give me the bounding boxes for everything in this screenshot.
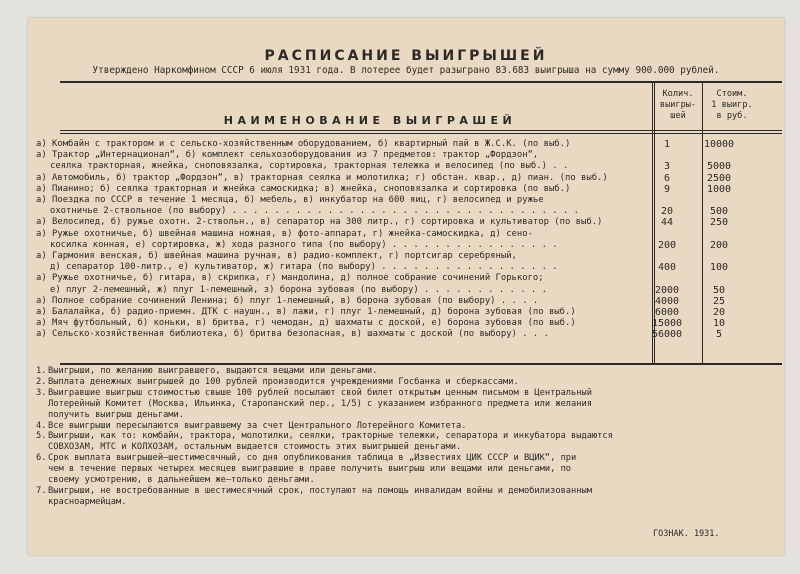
header-cost-line: 1 выигр. [711,100,753,110]
header-cost-line: Стоим. [716,89,748,99]
table-row [36,251,752,273]
note-number: 5. [36,431,47,442]
table-row [36,150,752,172]
note-line: Выигравшие выигрыш стоимостью свыше 100 рублей посылают свой билет открытым ценным письмом в Центральный [48,387,592,398]
prize-qty: 400 [657,262,677,274]
prize-line: а) Мяч футбольный, б) коньки, в) бритва, г) чемодан, д) шахматы с доской, е) борона зубовая (по выб.) [36,318,576,329]
prize-cost: 200 [709,239,729,251]
note-line: СОВХОЗАМ, МТС и КОЛХОЗАМ, остальным выдается стоимость этих выигрышей деньгами. [48,442,462,453]
table-bottom-rule [60,363,782,365]
note-item [36,421,756,432]
prize-qty: 6000 [654,307,680,319]
prize-name [36,184,642,195]
table-row [36,139,752,150]
column-header-name: НАИМЕНОВАНИЕ ВЫИГРАШЕЙ [223,114,517,127]
lottery-sheet [28,18,784,555]
prize-qty: 4000 [654,295,680,307]
header-qty-line: выигры- [659,100,697,110]
note-number: 3. [36,387,47,398]
prize-qty: 44 [660,217,674,229]
prize-line: а) Сельско-хозяйственная библиотека, б) бритва безопасная, в) шахматы с доской (по выбору) . . . [36,329,549,340]
note-item [36,431,756,453]
prize-line: а) Ружье охотничье, б) гитара, в) скрипка, г) мандолина, д) полное собрание сочинений Горького; [36,273,544,284]
prize-cost: 100 [709,262,729,274]
prize-cost: 5 [715,329,723,341]
header-cost-line: в руб. [716,111,748,121]
prize-line: е) плуг 2-лемешный, ж) плуг 1-лемешный, з) борона зубовая (по выбору) . . . . . . . . . . . . [50,284,547,295]
prize-table [36,139,752,341]
page-title: РАСПИСАНИЕ ВЫИГРЫШЕЙ [264,48,548,64]
prize-cost: 50 [712,284,726,296]
prize-name [36,229,642,251]
header-rule [60,130,782,131]
prize-name [36,150,642,172]
table-row [36,195,752,217]
prize-name [36,273,642,295]
prize-qty: 6 [663,172,671,184]
column-header-qty [654,89,702,122]
prize-qty: 15000 [651,318,683,330]
note-item [36,366,756,377]
note-line: Выигрыши, по желанию выигравшего, выдаются вещами или деньгами. [48,366,378,376]
prize-name [36,173,642,184]
table-row [36,217,752,228]
notes-list [36,366,756,508]
prize-line: д) сепаратор 100-литр., е) культиватор, ж) гитара (по выбору) . . . . . . . . . . . . . . . . . [50,262,558,273]
prize-line: косилка конная, е) сортировка, ж) хода разного типа (по выбору) . . . . . . . . . . . . . . . . [50,239,558,250]
note-line: красноармейцам. [48,496,127,507]
prize-cost: 1000 [706,183,732,195]
prize-cost: 10 [712,318,726,330]
column-header-cost [703,89,761,122]
prize-name [36,217,642,228]
prize-cost: 500 [709,206,729,218]
prize-name [36,195,642,217]
prize-line: а) Балалайка, б) радио-приемн. ДТК с наушн., в) лажи, г) плуг 1-лемешный, д) борона зубовая (по выб.) [36,307,576,318]
prize-line: а) Комбайн с трактором и с сельско-хозяйственным оборудованием, б) квартирный пай в Ж.С.К. (по выб.) [36,139,571,149]
subtitle: Утверждено Наркомфином СССР 6 июля 1931 года. В лотерее будет разыграно 83.683 выигрыша на сумму 900.000 рублей. [92,65,720,76]
table-row [36,318,752,329]
note-line: чем в течение первых четырех месяцев выигравшие в праве получить выигрыш или вещами или деньгами, по [48,464,572,475]
prize-qty: 1 [663,139,671,150]
prize-qty: 3 [663,161,671,173]
note-line: Лотерейный Комитет (Москва, Ильинка, Старопанский пер., 1/5) с указанием избранного предмета или желания [48,398,592,409]
note-number: 7. [36,485,47,496]
prize-line: а) Полное собрание сочинений Ленина; б) плуг 1-лемешный, в) борона зубовая (по выбору) . . . . [36,295,539,306]
prize-cost: 2500 [706,172,732,184]
prize-qty: 56000 [651,329,683,341]
prize-line: а) Пианино; б) сеялка тракторная и жнейка самоскидка; в) жнейка, сноповязалка и сортировка (по выб.) [36,183,571,194]
prize-cost: 10000 [703,139,735,150]
note-line: Все выигрыши пересылаются выигравшему за счет Центрального Лотерейного Комитета. [48,420,467,431]
note-item [36,453,756,486]
printer-imprint: ГОЗНАК. 1931. [653,529,720,539]
prize-line: охотничье 2-ствольное (по выбору) . . . . . . . . . . . . . . . . . . . . . . . . . . . . . . . . . [50,206,579,217]
note-number: 1. [36,366,47,376]
prize-cost: 5000 [706,161,732,173]
prize-cost: 20 [712,307,726,319]
table-row [36,273,752,295]
note-item [36,388,756,421]
note-line: Выплата денежных выигрышей до 100 рублей производится учреждениями Госбанка и сберкассами. [48,376,519,387]
note-line: Выигрыши, не востребованные в шестимесячный срок, поступают на помощь инвалидам войны и демобилизованным [48,485,592,496]
prize-line: сеялка тракторная, жнейка, сноповязалка, сортировка, тракторная тележка и велосипед (по выб.) . . [50,161,569,172]
note-item [36,377,756,388]
header-qty-line: шей [670,111,686,121]
table-row [36,329,752,340]
prize-name [36,139,642,150]
note-number: 6. [36,453,47,464]
prize-cost: 250 [709,217,729,229]
table-row [36,229,752,251]
prize-line: а) Гармония венская, б) швейная машина ручная, в) радио-комплект, г) портсигар серебряный, [36,251,517,262]
table-row [36,307,752,318]
prize-cost: 25 [712,295,726,307]
prize-name [36,318,642,329]
prize-line: а) Поездка по СССР в течение 1 месяца, б) мебель, в) инкубатор на 600 яиц, г) велосипед и ружье [36,195,544,206]
prize-line: а) Велосипед, б) ружье охотн. 2-ствольн., в) сепаратор на 300 литр., г) сортировка и культиватор (по выб.) [36,217,603,228]
prize-name [36,251,642,273]
header-bottom-rule [60,133,782,134]
prize-line: а) Автомобиль, б) трактор „Фордзон“, в) тракторная сеялка и молотилка; г) обстан. квар., д) пиан. (по выб.) [36,172,608,183]
table-row [36,296,752,307]
prize-name [36,296,642,307]
table-row [36,184,752,195]
note-line: своему усмотрению, в дальнейшем же—только деньгами. [48,475,315,486]
prize-line: а) Трактор „Интернационал“, б) комплект сельхозоборудования из 7 предметов: трактор „Фордзон“, [36,150,539,161]
note-line: получить выигрыш деньгами. [48,409,184,420]
prize-line: а) Ружье охотничье, б) швейная машина ножная, в) фото-аппарат, г) жнейка-самоскидка, д) сено- [36,228,533,239]
header-qty-line: Колич. [662,89,694,99]
prize-qty: 9 [663,183,671,195]
note-item [36,486,756,508]
prize-name [36,307,642,318]
prize-qty: 200 [657,239,677,251]
note-line: Срок выплата выигрышей—шестимесячный, со дня опубликования таблица в „Известиях ЦИК СССР и ВЦИК“, при [48,453,577,464]
top-rule [60,81,782,83]
prize-qty: 20 [660,206,674,218]
prize-qty: 2000 [654,284,680,296]
note-number: 4. [36,420,47,431]
prize-name [36,329,642,340]
note-line: Выигрыши, как то: комбайн, трактора, молотилки, сеялки, тракторные тележки, сепаратора и инкубатора выдаются [48,431,613,442]
note-number: 2. [36,376,47,387]
table-row [36,173,752,184]
